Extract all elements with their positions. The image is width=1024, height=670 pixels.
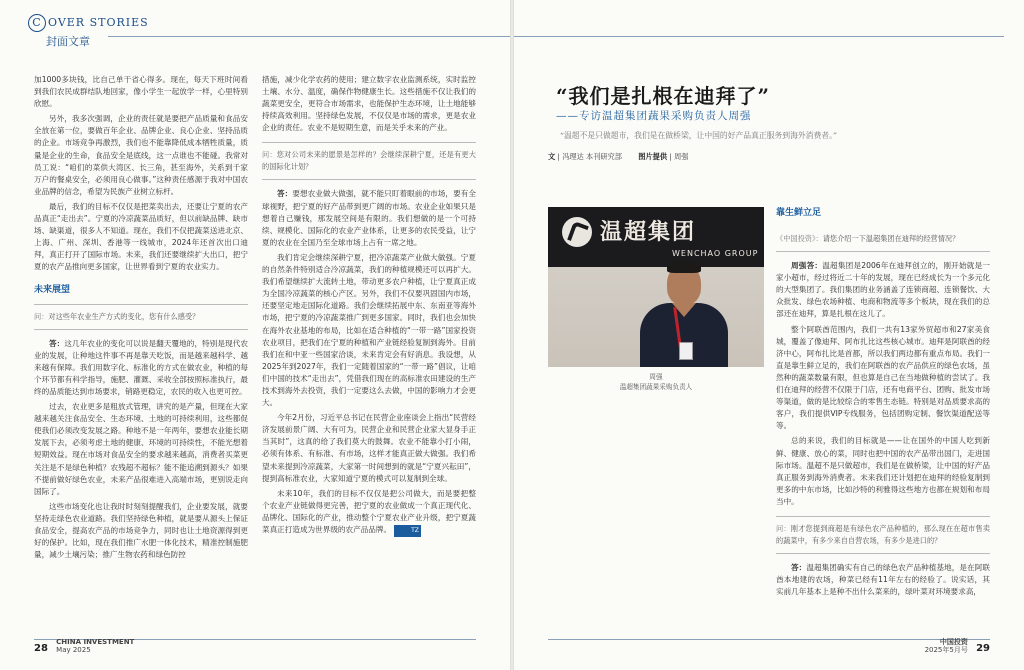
body-paragraph: 我们肯定会继续深耕宁夏，把冷凉蔬菜产业做大做强。宁夏的自然条件特别适合冷凉蔬菜，我们的种植规模还可以再扩大。我们希望继续扩大流转土地，带动更多农户种植，让宁夏真正成为全国冷凉蔬菜的核心产区。另外，我们不仅要巩固国内市场，还要坚定地走国际化道路。我们会继续拓展中东、东南亚等海外市场，把宁夏的冷凉蔬菜推广到更多国家。同时，我们也会加快在海外农业基地的布局，比如在适合种植的“一带一路”国家投资农业项目，把我们在宁夏的种植和产业链经验复制到海外。目前我们在和中亚一些国家洽谈，未来肯定会有好消息。我设想，从2025年到2027年，我们一定随着国家的“一带一路”倡议，让咱们中国的技术“走出去”，凭借我们现在的高标准农田建设的生产技术到海外去投资，我们一定要这么去做，中国的影响力才会更大。 <box>262 252 476 408</box>
body-paragraph: 这些市场变化也让我时时刻刻提醒我们，企业要发展，就要坚持走绿色农业道路。我们坚持绿色种植，就是要从源头上保证食品安全，提高农产品的市场竞争力，同时也让土地资源得到更好的保护。比如，现在我们推广水肥一体化技术，精准控制施肥量，减少土壤污染；推广生物农药和绿色防控 <box>34 501 248 560</box>
question-text: 请您介绍一下温超集团在迪拜的经营情况？ <box>822 234 960 244</box>
subhead-future: 未来展望 <box>34 284 71 295</box>
sign-text-cn: 温超集团 <box>600 220 697 245</box>
question-box: 问：刚才您提到商超是有绿色农产品种植的，那么现在在超市售卖的蔬菜中，有多少来自自营农场，有多少是进口的？ <box>776 516 990 554</box>
top-rule <box>108 36 510 37</box>
author: 冯理达 本刊研究部 <box>562 152 622 161</box>
section-tag-en: OVER STORIES <box>48 16 149 29</box>
folio-right <box>925 638 990 654</box>
section-tag-cn: 封面文章 <box>46 35 90 48</box>
body-paragraph: 加1000多块钱，比自己单干省心得多。现在，每天下班时间看到我们农民成群结队地回家，像小学生一起放学一样，心里特别欣慰。 <box>34 75 248 109</box>
question-box: 问：您对公司未来的愿景是怎样的？会继续深耕宁夏，还是有更大的国际化计划？ <box>262 142 476 180</box>
body-paragraph: 最后，我们的目标不仅仅是把菜卖出去，还要让宁夏的农产品真正“走出去”。宁夏的冷凉蔬菜品质好，但以前缺品牌、缺市场、缺渠道，很多人不知道。现在，我们不仅把蔬菜送进北京、上海、广州、深圳、香港等一线城市，2024年还首次出口迪拜，真正打开了国际市场。未来，我们还要继续扩大出口，把宁夏的农产品推向更多国家，让世界看到宁夏的农业实力。 <box>34 201 248 272</box>
caption-name: 周强 <box>649 373 663 381</box>
right-page <box>514 0 1024 670</box>
caption-title: 温超集团蔬果采购负责人 <box>619 383 693 391</box>
portrait-photo <box>548 207 764 367</box>
page-number: 28 <box>34 643 48 654</box>
credits: 文 | 冯理达 本刊研究部 图片提供 | 周强 <box>548 152 689 161</box>
subheadline: ——专访温超集团蔬果采购负责人周强 <box>556 110 752 122</box>
company-logo-icon <box>562 217 592 247</box>
body-paragraph: 答：要想农业做大做强，就不能只盯着眼前的市场，要有全球视野，把宁夏的好产品带到更广阔的市场。农业企业如果只是想着自己赚钱，那发展空间是有限的。我们想做的是一个可持续、规模化、国际化的农业产业体系，让更多的农民受益，让宁夏的农业在全国乃至全球市场上占有一席之地。 <box>262 189 476 247</box>
body-paragraph: 措施，减少化学农药的使用；建立数字农业监测系统，实时监控土壤、水分、温度，确保作物健康生长。这些措施不仅让我们的蔬菜更安全，更符合市场需求，也能保护生态环境，让土地能够持续高效利用。坚持绿色发展，不仅仅是市场的需求，更是农业企业的责任。农业不是短期生意，而是关乎未来的产业。 <box>262 75 476 133</box>
end-mark: TZ <box>394 525 421 537</box>
left-column-2 <box>262 74 476 540</box>
headline: “我们是扎根在迪拜了” <box>556 84 771 108</box>
pull-quote: “温超不是只做超市，我们是在做桥梁，让中国的好产品真正服务到海外消费者。” <box>560 131 837 140</box>
body-paragraph: 答：这几年农业的变化可以说是翻天覆地的，特别是现代农业的发展，让种地这件事不再是靠天吃饭，而是越来越科学、越来越有保障。我们用数字化、标准化的方式在做农业，种植的每个环节都有科学指导，施肥、灌溉、采收全部按照标准执行，最终的品质能达到市场要求，销路更稳定，农民的收入也更可控。 <box>34 338 248 396</box>
section-initial: C <box>28 14 46 32</box>
body-paragraph: 答：温超集团确实有自己的绿色农产品种植基地，是在阿联酋本地建的农场，种菜已经有11年左右的经验了。说实话，其实前几年基本上是种不出什么菜来的，绿叶菜对环境要求高， <box>776 562 990 597</box>
body-paragraph: 总的来说，我们的目标就是——让在国外的中国人吃到新鲜、健康、放心的菜，同时也把中国的农产品带出国门，走进国际市场。温超不是只做超市，我们是在做桥梁，让中国的好产品真正服务到海外消费者。未来我们还计划把在迪拜的经验复制到更多的中东市场，比如沙特的利雅得这些地方也都在规划和布局当中。 <box>776 436 990 506</box>
question-text: 对这些年农业生产方式的变化，您有什么感受？ <box>48 311 200 321</box>
body-paragraph: 过去，农业更多是粗放式管理，讲究的是产量，但现在大家越来越关注食品安全、生态环境、土地的可持续利用，这些都促使我们必须改变发展之路。种地不是一年两年，要想农业能长期发展下去，必须考虑土地的健康、环境的可持续性，不能光想着短期效益。现在市场对食品安全的要求越来越高，消费者买菜更关注是不是绿色种植？农残超不超标？能不能追溯到源头？如果不提前做好绿色农业，未来产品很难进入高端市场，更别说走向国际了。 <box>34 402 248 496</box>
body-paragraph: 整个阿联酋范围内，我们一共有13家外贸超市和27家美食城，覆盖了像迪拜、阿布扎比这些核心城市。迪拜是阿联酋的经济中心，阿布扎比是首都，所以我们两边都有重点布局。我们一直是靠生鲜立足的，我们在阿联酋的农产品供应的绿色农场，虽然种的蔬菜数量有限，但也算是自己在当地做种植的尝试了。我们在迪拜的经营不仅限于门店，还有电商平台、团购、批发市场等渠道，做的是比较综合的零售生态链。特别是对品质要求高的客户，我们提供VIP专线服务，包括团购定制、餐饮渠道配送等等。 <box>776 324 990 431</box>
body-paragraph: 另外，我多次强调，企业的责任就是要把产品质量和食品安全放在第一位，要做百年企业、品牌企业、良心企业、坚持品质的企业。市场竞争再激烈，我们也不能靠降低成本牺牲质量，质量是企业的生命，食品安全是底线，这一点谁也不能碰。我常对员工说：“咱们的菜供大湾区、长三角，甚至海外，关系到千家万户的餐桌安全，必须用良心做事。”这种责任感源于我对中国农业品牌的信念，希望为民族产业树立标杆。 <box>34 114 248 196</box>
body-paragraph: 周强答：温超集团是2006年在迪拜创立的，刚开始就是一家小超市，经过将近二十年的发展，现在已经成长为一个多元化的大型集团了。我们集团的业务涵盖了连锁商超、连锁餐饮、大众批发、绿色农场种植、电商和物流等多个板块，现在我们的总部还在迪拜，算是扎根在这儿了。 <box>776 261 990 319</box>
issue-date: May 2025 <box>56 646 91 654</box>
question-box: 《中国投资》：请您介绍一下温超集团在迪拜的经营情况？ <box>776 227 990 252</box>
issue-date: 2025年5月号 <box>924 646 968 654</box>
magazine-name: 中国投资 <box>939 638 968 646</box>
body-paragraph: 未来10年，我们的目标不仅仅是把公司做大，而是要把整个农业产业链做得更完善，把宁夏的农业做成一个真正现代化、品牌化、国际化的产业，推动整个宁夏农业产业升级，把宁夏蔬菜真正打造成为世界级的农产品品牌。 TZ <box>262 488 476 537</box>
left-column-1 <box>34 74 248 564</box>
sign-text-en: WENCHAO GROUP <box>672 249 759 258</box>
section-tag <box>28 14 149 49</box>
photo-caption <box>548 372 764 392</box>
body-paragraph: 今年2月份，习近平总书记在民营企业座谈会上指出“民营经济发展前景广阔、大有可为，民营企业和民营企业家大显身手正当其时”，这真的给了我们莫大的鼓舞。农业不能靠小打小闹，必须有体系、有标准、有市场，这样才能真正做大做强。我们希望未来提到冷凉蔬菜，大家第一时间想到的就是“宁夏兴耘田”，提到高标准农业，大家知道宁夏的模式可以复制到全球。 <box>262 413 476 483</box>
page-number: 29 <box>976 643 990 654</box>
question-text: 刚才您提到商超是有绿色农产品种植的，那么现在在超市售卖的蔬菜中，有多少来自自营农场，有多少是进口的？ <box>776 523 990 545</box>
magazine-name: CHINA INVESTMENT <box>56 638 135 646</box>
id-badge <box>679 342 693 360</box>
folio-left <box>34 638 134 654</box>
top-rule <box>514 36 1004 37</box>
photo-credit: 周强 <box>674 152 689 161</box>
subhead-fresh: 靠生鲜立足 <box>776 208 822 218</box>
left-page <box>0 0 510 670</box>
question-box: 问：对这些年农业生产方式的变化，您有什么感受？ <box>34 304 248 330</box>
question-text: 您对公司未来的愿景是怎样的？会继续深耕宁夏，还是有更大的国际化计划？ <box>262 150 476 172</box>
right-column <box>776 207 990 601</box>
